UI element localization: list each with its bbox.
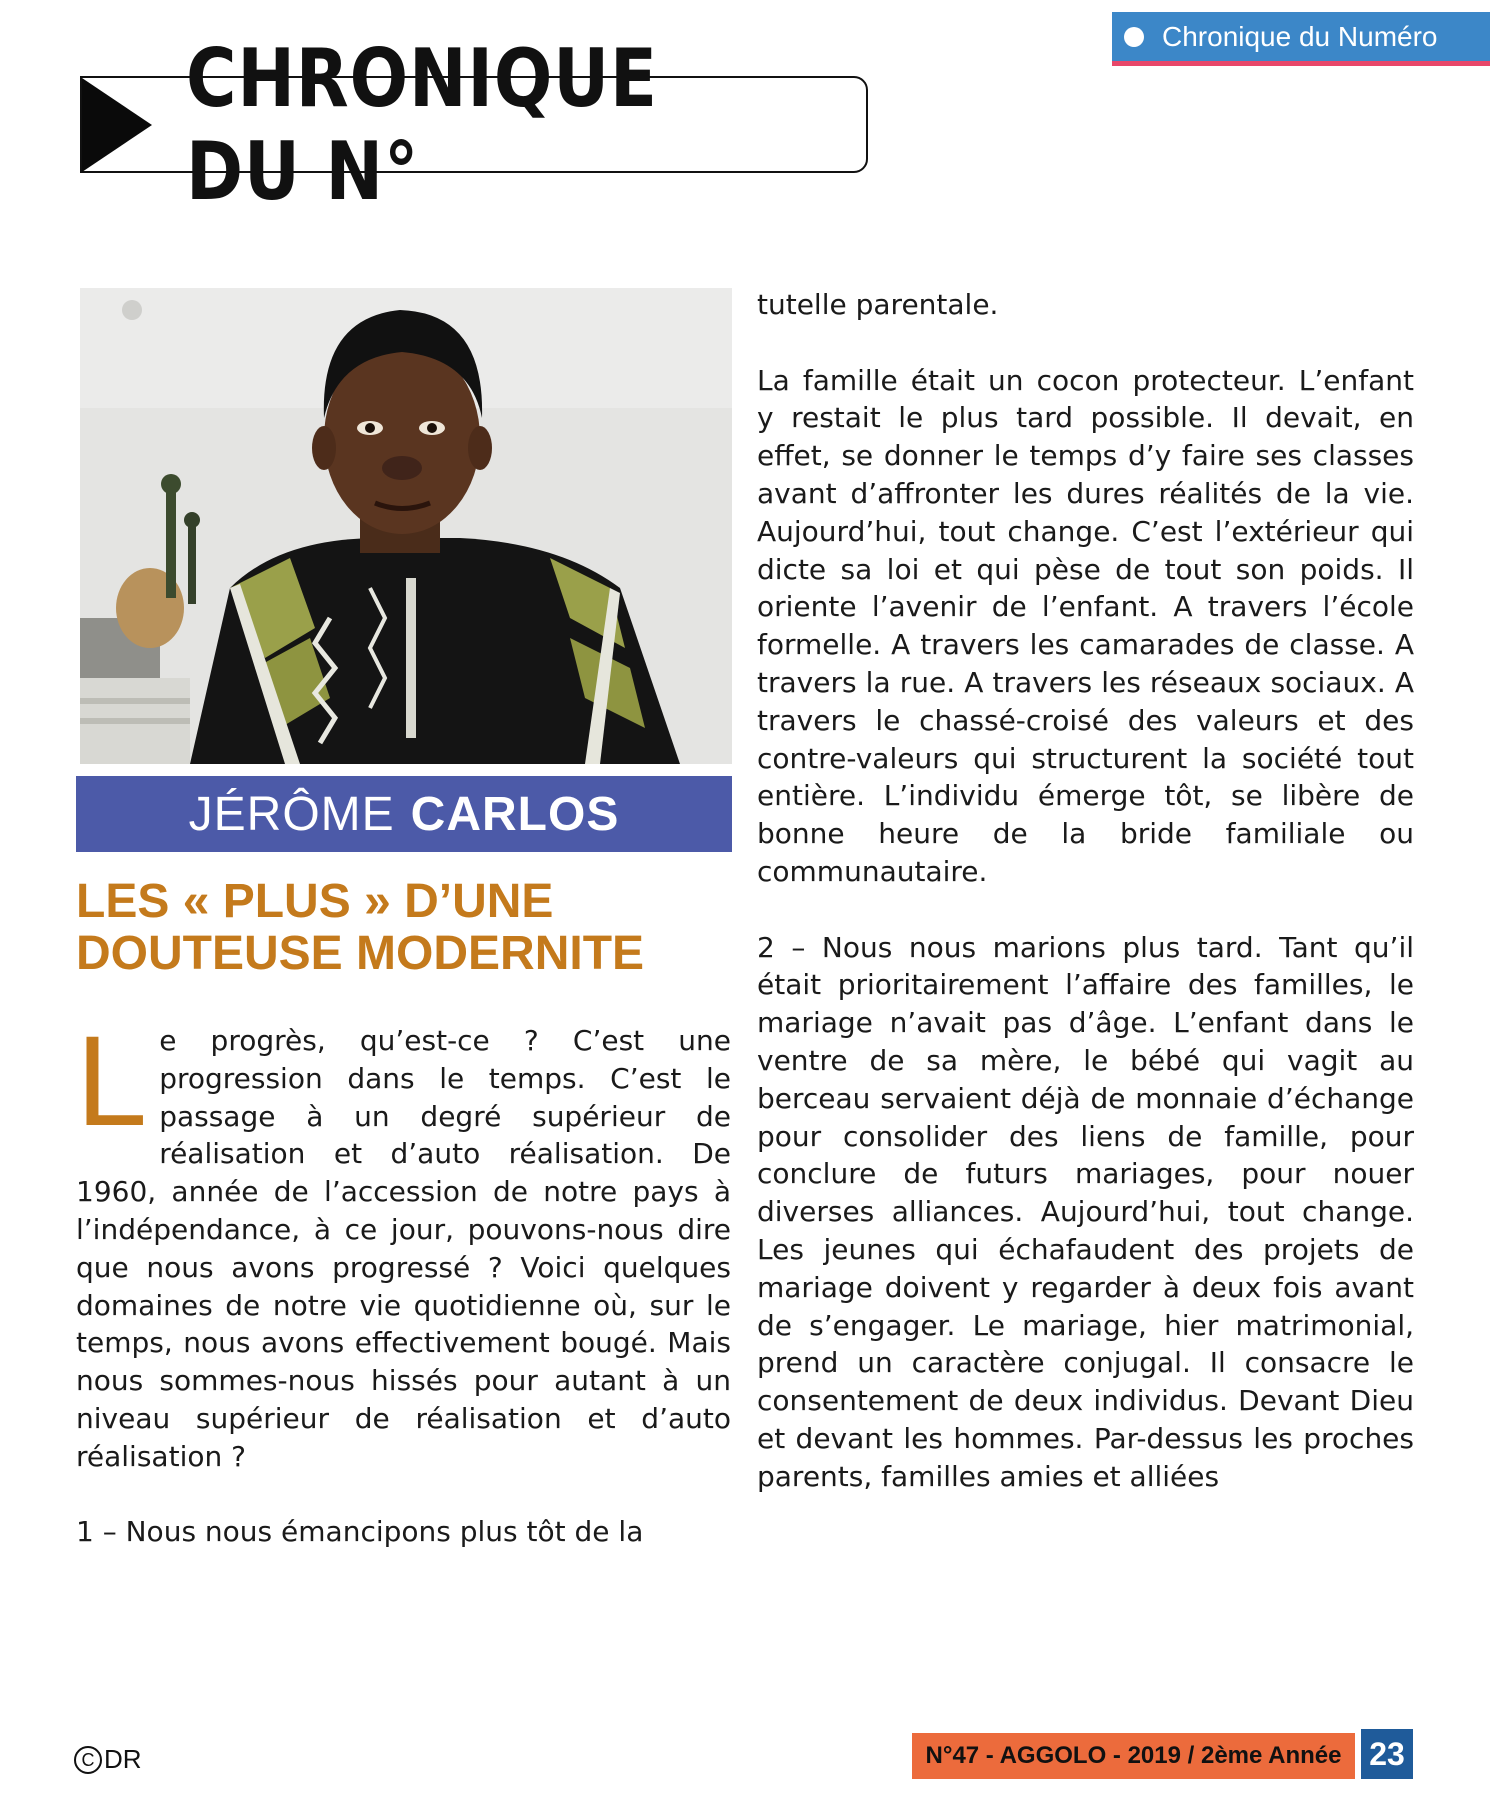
- author-photo: [80, 288, 732, 764]
- article-paragraph: [76, 1010, 731, 1476]
- article-paragraph: La famille était un cocon protecteur. L’enfant y restait le plus tard possible. Il devait, en effet, se donner le temps d’y faire ses classes avant d’affronter les dures réalités de la vie. Aujourd’hui, tout change. C’est l’extérieur qui dicte sa loi et qui pèse de tout son poids. Il oriente l’avenir de l’enfant. A travers l’école formelle. A travers les camarades de classe. A travers la rue. A travers les réseaux sociaux. A travers le chassé-croisé des valeurs et des contre-valeurs qui structurent la société tout entière. L’individu émerge tôt, se libère de bonne heure de la bride familiale ou communautaire.: [757, 363, 1414, 888]
- section-tab-label: Chronique du Numéro: [1162, 20, 1438, 52]
- photo-credit-text: DR: [104, 1744, 142, 1774]
- paragraph-text: e progrès, qu’est-ce ? C’est une progression dans le temps. C’est le passage à un degré supérieur de réalisation et d’auto réalisation. De 1960, année de l’accession de notre pays à l’indépendance, à ce jour, pouvons-nous dire que nous avons progressé ? Voici quelques domaines de notre vie quotidienne où, sur le temps, nous avons effectivement bougé. Mais nous sommes-nous hissés pour autant à un niveau supérieur de réalisation et d’auto réalisation ?: [76, 1024, 731, 1473]
- page-number: 23: [1361, 1729, 1413, 1779]
- article-title: LES « PLUS » D’UNE DOUTEUSE MODERNITE: [76, 875, 645, 980]
- drop-cap: L: [76, 1010, 148, 1153]
- section-tab: [1112, 12, 1490, 66]
- article-paragraph: 1 – Nous nous émancipons plus tôt de la: [76, 1515, 644, 1549]
- photo-credit: [74, 1744, 142, 1775]
- play-arrow-icon: [82, 78, 152, 172]
- author-first-name: JÉRÔME: [188, 787, 395, 841]
- section-title: CHRONIQUE DU N°: [186, 31, 658, 218]
- article-paragraph: tutelle parentale.: [757, 288, 999, 321]
- author-name-band: [76, 776, 732, 852]
- section-header: [80, 31, 868, 218]
- article-column-left: [76, 1010, 731, 1551]
- article-paragraph: 2 – Nous nous marions plus tard. Tant qu’il était prioritairement l’affaire des familles, le mariage n’avait pas d’âge. L’enfant dans le ventre de sa mère, le bébé qui vagit au berceau servaient déjà de monnaie d’échange pour consolider des liens de famille, pour conclure de futurs mariages, pour nouer diverses alliances. Aujourd’hui, tout change. Les jeunes qui échafaudent des projets de mariage doivent y regarder à deux fois avant de s’engager. Le mariage, hier matrimonial, prend un caractère conjugal. Il consacre le consentement de deux individus. Devant Dieu et devant les hommes. Par-dessus les proches parents, familles amies et alliées: [757, 930, 1414, 1493]
- copyright-icon: C: [74, 1746, 102, 1774]
- author-last-name: CARLOS: [410, 787, 620, 841]
- issue-info: N°47 - AGGOLO - 2019 / 2ème Année: [912, 1733, 1355, 1779]
- bullet-dot-icon: [1124, 27, 1144, 47]
- article-column-right: [757, 286, 1414, 1496]
